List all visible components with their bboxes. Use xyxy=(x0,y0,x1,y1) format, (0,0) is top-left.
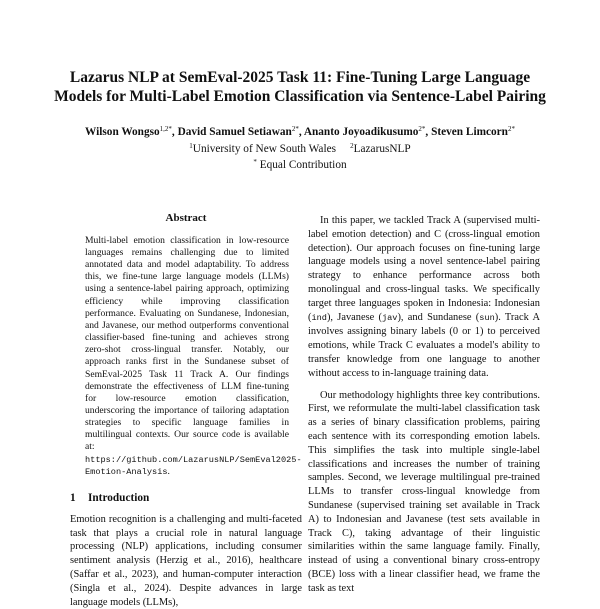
abstract-text: Multi-label emotion classification in low-resource languages remains challenging due to limited annotated data and model adaptability. To address this, we fine-tune large language models (LLMs) using a sentence-label pairing approach, optimizing efficiency while improving classification performance. Evaluating on Sundanese, Indonesian, and Javanese, our method outperforms conventional classifier-based fine-tuning and achieves strong zero-shot cross-lingual transfer. Notably, our approach ranks first in the Sundanese subset of SemEval-2025 Task 11 Track A. Our findings demonstrate the effectiveness of LLM fine-tuning for low-resource emotion classification, underscoring the importance of tailoring adaptation strategies to specific language families in multilingual contexts. Our source code is available at: xyxy=(85,234,289,453)
author-name: Steven Limcorn xyxy=(431,126,508,138)
author-block xyxy=(40,123,560,173)
section-title: Introduction xyxy=(88,491,150,504)
affiliation-list xyxy=(40,140,560,157)
affiliation-name: University of New South Wales xyxy=(192,142,336,155)
affiliation-mark: 1 xyxy=(189,141,193,150)
section-heading-introduction xyxy=(70,492,302,506)
author-affiliation-mark: 1,2* xyxy=(159,125,172,133)
abstract-heading: Abstract xyxy=(165,212,207,224)
affiliation-mark: 2 xyxy=(350,141,354,150)
equal-contribution-mark: * xyxy=(253,158,257,166)
language-code-ind: ind xyxy=(311,312,327,323)
paragraph-text: ), Javanese ( xyxy=(326,311,382,323)
equal-contribution-note xyxy=(40,156,560,173)
paragraph-text: ), and Sundanese ( xyxy=(397,311,480,323)
language-code-jav: jav xyxy=(381,312,398,323)
author-name: Wilson Wongso xyxy=(85,126,160,138)
right-paragraph-2: Our methodology highlights three key contributions. First, we reformulate the multi-label classification task as a series of binary classification problems, pairing each sentence with its corresponding emotion labels. This simplifies the task into multiple single-label classifications and increases the number of training samples. Second, we leverage multilingual pre-trained LLMs to transfer cross-lingual knowledge from Sundanese (supervised training set available in Track A) to Indonesian and Javanese (test sets available in Track C), taking advantage of their linguistic similarities within the same language family. Finally, instead of using a conventional binary cross-entropy (BCE) loss with a linear classifier head, we frame the task as text xyxy=(308,389,540,594)
author-list: Wilson Wongso$^{1,2*}$, David Samuel Setiawan$^{2*}$, Ananto Joyoadikusumo$^{2*}$, Steven Limcorn$^{2*}$ xyxy=(85,125,515,138)
author-affiliation-mark: 2* xyxy=(507,125,515,133)
paragraph-text: In this paper, we tackled Track A (supervised multi-label emotion detection) and C (cross-lingual emotion detection). Our approach focuses on fine-tuning large language models using a novel sentence-label pairing strategy to enhance performance across both monolingual and cross-lingual tasks. We specifically target three languages spoken in Indonesia: Indonesian ( xyxy=(308,215,540,323)
paper-title xyxy=(40,68,560,106)
title-block xyxy=(40,68,560,173)
abstract-body: Multi-label emotion classification in low-resource languages remains challenging due to limited annotated data and model adaptability. To address this, we fine-tune large language models (LLMs) using a sentence-label pairing approach, optimizing efficiency while improving classification performance. Evaluating on Sundanese, Indonesian, and Javanese, our method outperforms conventional classifier-based fine-tuning and achieves strong zero-shot cross-lingual transfer. Notably, our approach ranks first in the Sundanese subset of SemEval-2025 Task 11 Track A. Our findings demonstrate the effectiveness of LLM fine-tuning for low-resource emotion classification, underscoring the importance of tailoring adaptation strategies to specific language families in multilingual contexts. Our source code is available at: https://github.com/LazarusNLP/SemEval2025-Emotion-Analysis. xyxy=(85,234,302,477)
author-affiliation-mark: 2* xyxy=(418,125,426,133)
author-affiliation-mark: 2* xyxy=(291,125,299,133)
section-number: 1 xyxy=(70,491,76,504)
introduction-paragraph: Emotion recognition is a challenging and multi-faceted task that plays a crucial role in natural language processing (NLP) applications, including consumer sentiment analysis (Herzig et al., 2016), healthcare (Saffar et al., 2023), and human-computer interaction (Singla et al., 2024). Despite advances in large language models (LLMs), xyxy=(70,513,302,608)
paper-title-line-2: Models for Multi-Label Emotion Classification via Sentence-Label Pairing xyxy=(54,88,546,105)
paper-title-line-1: Lazarus NLP at SemEval-2025 Task 11: Fine-Tuning Large Language xyxy=(69,69,531,86)
language-code-sun: sun xyxy=(479,312,495,323)
paragraph-text: ). Track A involves assigning binary labels (0 or 1) to perceived emotions, while Track C evaluates a model's ability to transfer knowledge from one language to another without access to in-language training data. xyxy=(308,311,540,379)
author-name: Ananto Joyoadikusumo xyxy=(303,126,419,138)
equal-contribution-text: Equal Contribution xyxy=(259,159,347,171)
affiliation-name: LazarusNLP xyxy=(353,142,411,155)
left-column xyxy=(70,212,302,609)
source-code-link[interactable]: https://github.com/LazarusNLP/SemEval2025-Emotion-Analysis xyxy=(85,454,302,477)
right-paragraph-1 xyxy=(308,214,540,381)
author-name: David Samuel Setiawan xyxy=(177,126,292,138)
right-column xyxy=(308,214,540,596)
